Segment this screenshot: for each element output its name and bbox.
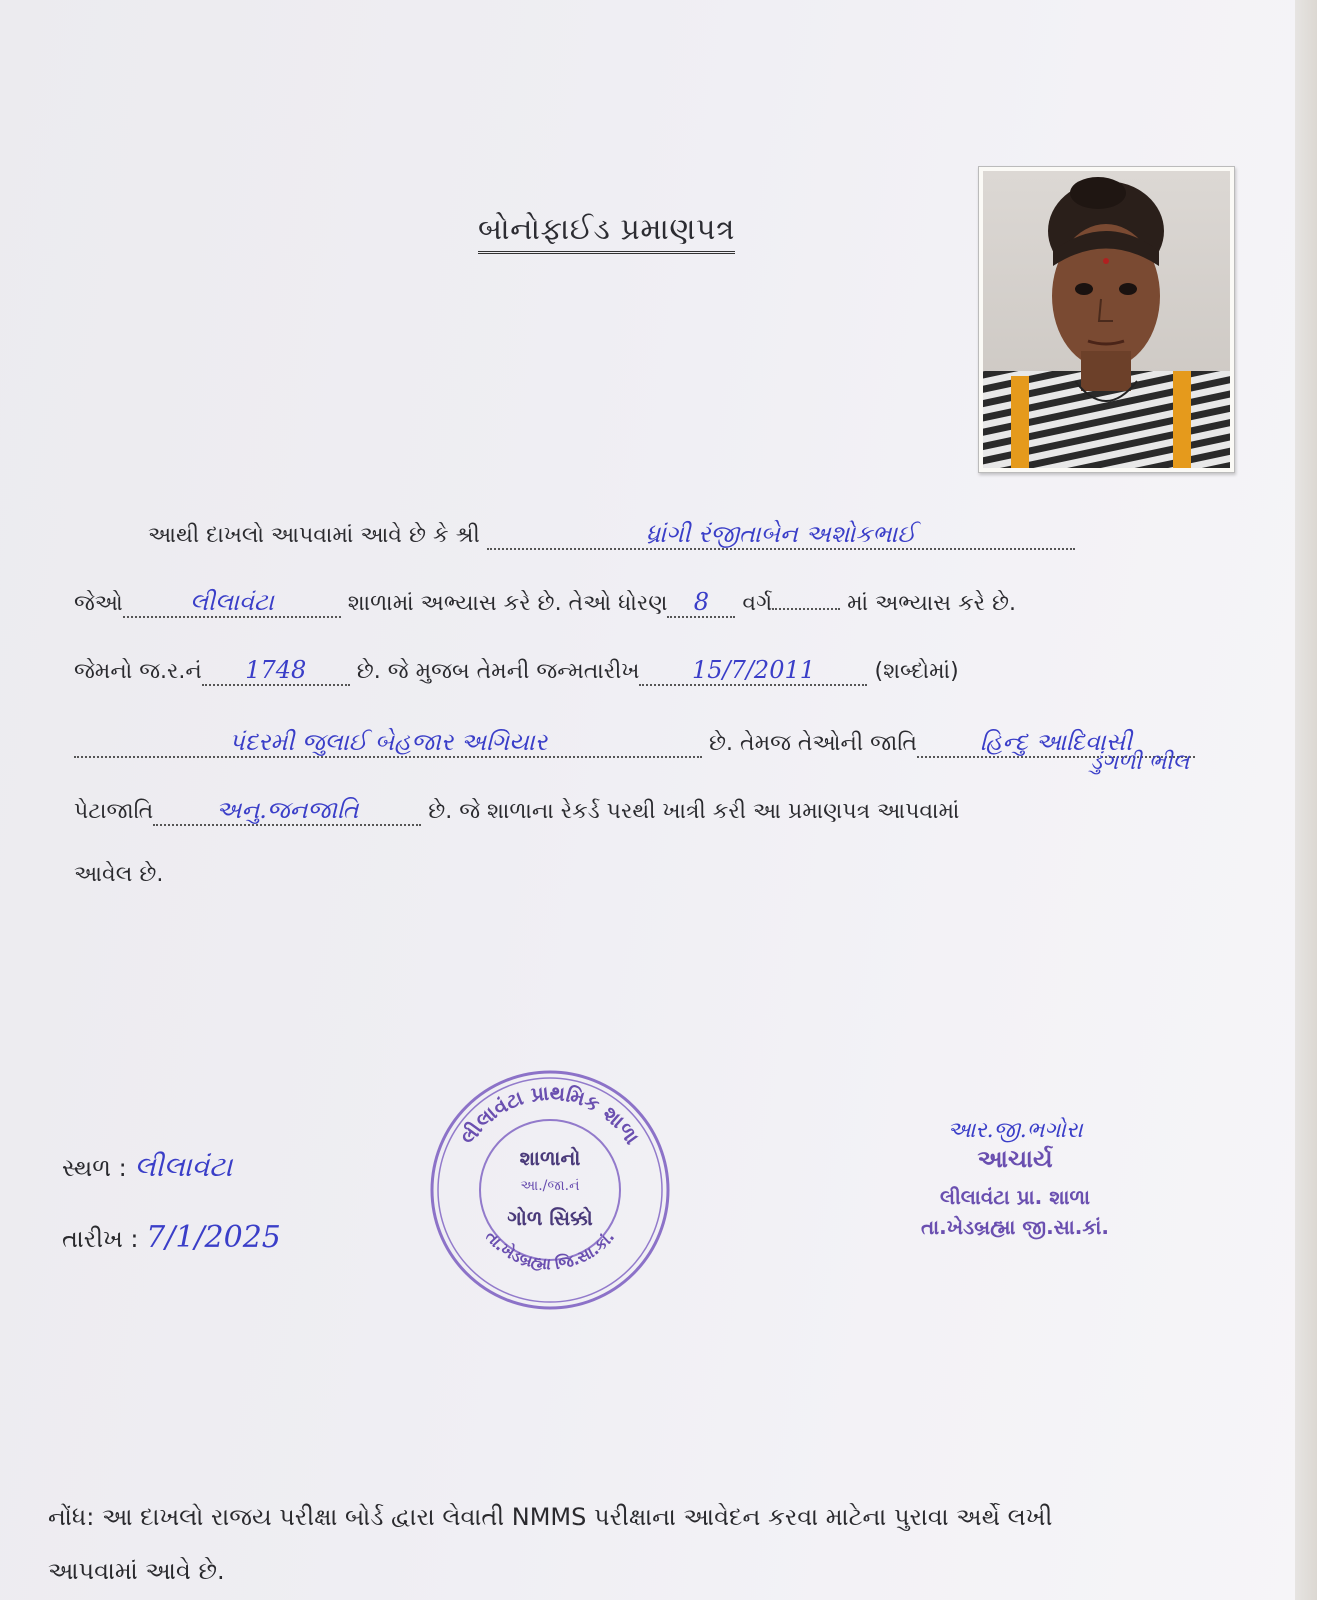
seal-center-mid: આ./જા.નં (520, 1178, 580, 1194)
body-line-5 (74, 796, 959, 826)
body-line-3 (74, 656, 959, 686)
birth-text: છે. જે મુજબ તેમની જન્મતારીખ (356, 659, 640, 684)
note-line-1: નોંધ: આ દાખલો રાજય પરીક્ષા બોર્ડ દ્વારા લેવાતી NMMS પરીક્ષાના આવેદન કરવા માટેના પુરાવા અર્થે લખી (48, 1503, 1053, 1531)
school-text: શાળામાં અભ્યાસ કરે છે. તેઓ ધોરણ (347, 591, 668, 616)
place-label: સ્થળ : (62, 1154, 127, 1182)
date-label: તારીખ : (62, 1225, 139, 1253)
note-line-2: આપવામાં આવે છે. (48, 1557, 225, 1585)
document-title: બોનોફાઈડ પ્રમાણપત્ર (478, 212, 735, 254)
closing-text: આવેલ છે. (74, 862, 164, 887)
paper-edge (1295, 0, 1317, 1600)
gr-label: જેમનો જ.ર.નં (74, 659, 202, 684)
standard-field: 8 (667, 588, 735, 618)
seal-center-bottom: ગોળ સિક્કો (507, 1206, 593, 1230)
birth-date-words-field: પંદરમી જુલાઈ બેહજાર અગિયાર (74, 728, 702, 758)
caste-text: છે. તેમજ તેઓની જાતિ (709, 731, 917, 756)
sub-caste-label: પેટાજાતિ (74, 799, 154, 824)
body-line-4 (74, 728, 1195, 758)
in-words-label: (શબ્દોમાં) (874, 659, 959, 684)
school-seal (425, 1065, 675, 1319)
taluka-stamp-line: તા.ખેડબ્રહ્મા જી.સા.કાં. (920, 1215, 1110, 1239)
student-name-field: ધ્રાંગી રંજીતાબેન અશોકભાઈ (487, 520, 1075, 550)
seal-center-top: શાળાનો (519, 1146, 581, 1170)
place-value: લીલાવંટા (134, 1150, 233, 1183)
body-line-6 (74, 862, 163, 887)
place-row (62, 1150, 232, 1184)
gr-number-field: 1748 (202, 656, 350, 686)
birth-date-field: 15/7/2011 (639, 656, 867, 686)
caste-field: હિન્દુ આદિવાસી (917, 728, 1195, 758)
school-name-field: લીલાવંટા (123, 588, 341, 618)
record-text: છે. જે શાળાના રેકર્ડ પરથી ખાત્રી કરી આ પ્રમાણપત્ર આપવામાં (428, 799, 960, 824)
caste-note: ડુંગળી ભીલ (1090, 750, 1190, 775)
footer-note (48, 1490, 1248, 1598)
student-photo (978, 166, 1235, 473)
seal-ring-bottom-text: તા.ખેડબ્રહ્મા જિ.સા.કાં. (481, 1226, 619, 1274)
seal-ring-text: લીલાવંટા પ્રાથમિક શાળા (455, 1080, 645, 1149)
intro-text: આથી દાખલો આપવામાં આવે છે કે શ્રી (148, 523, 480, 548)
jeo-text: જેઓ (74, 591, 123, 616)
division-field (772, 608, 840, 610)
principal-title: આચાર્ય (977, 1145, 1053, 1173)
body-line-1 (148, 520, 1075, 550)
principal-signature: આર.જી.ભગોરા (947, 1118, 1083, 1143)
study-text: માં અભ્યાસ કરે છે. (847, 591, 1017, 616)
svg-text:તા.ખેડબ્રહ્મા જિ.સા.કાં. (482, 1227, 619, 1274)
date-value: 7/1/2025 (146, 1220, 281, 1255)
division-label: વર્ગ (742, 591, 773, 616)
sub-caste-field: અનુ.જનજાતિ (153, 796, 421, 826)
body-line-2 (74, 588, 1016, 618)
date-row (62, 1220, 281, 1255)
principal-signature-block (890, 1118, 1140, 1239)
school-stamp-line: લીલાવંટા પ્રા. શાળા (939, 1185, 1091, 1209)
